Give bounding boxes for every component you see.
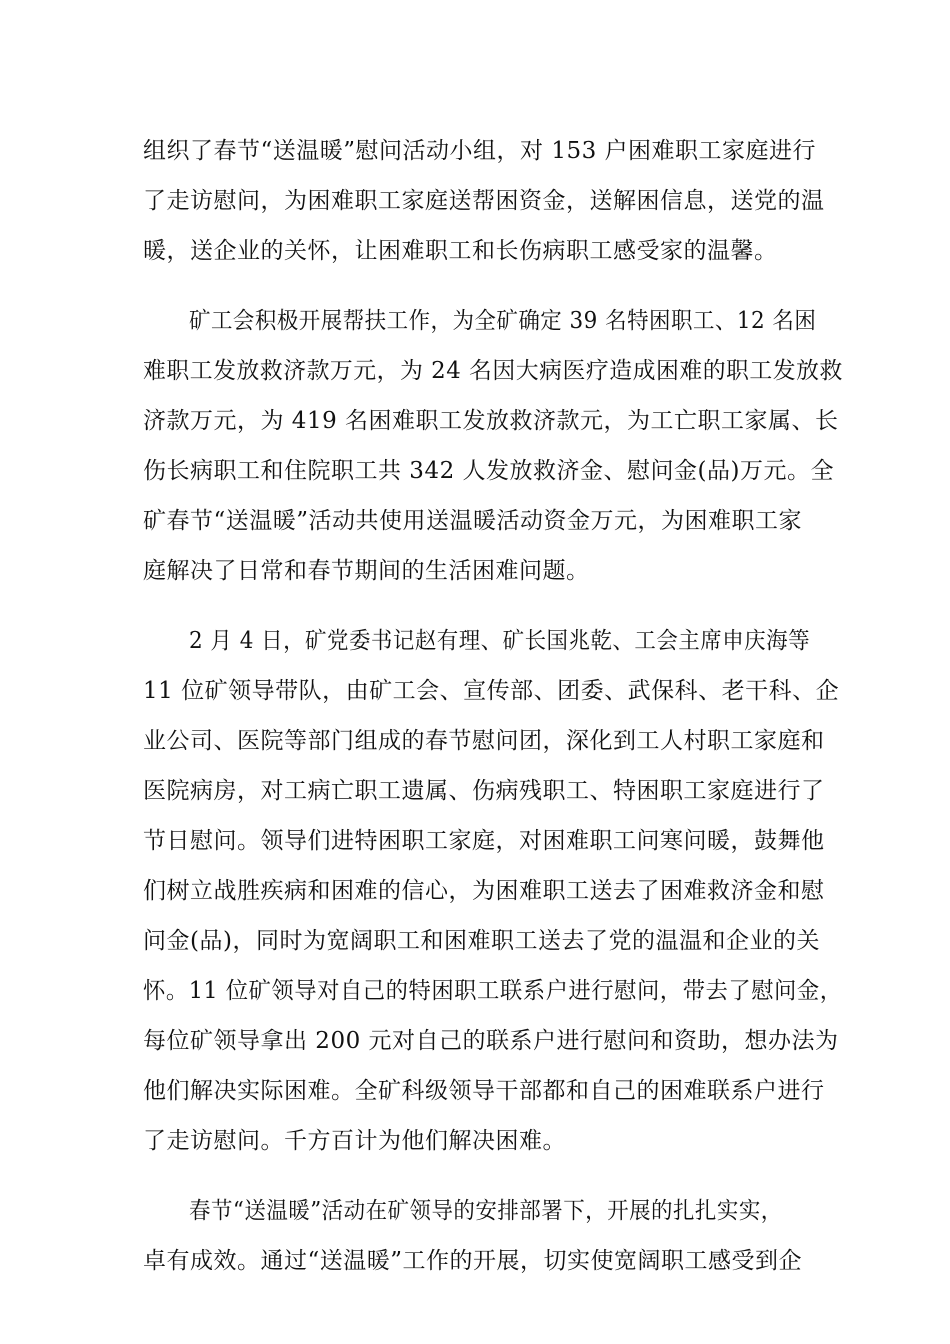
text-line: 节日慰问。领导们进特困职工家庭，对困难职工问寒问暖，鼓舞他 <box>143 828 825 854</box>
text-line: 难职工发放救济款万元，为 24 名因大病医疗造成困难的职工发放救 <box>143 358 843 384</box>
text-line: 暖，送企业的关怀，让困难职工和长伤病职工感受家的温馨。 <box>143 238 778 264</box>
text-line: 矿春节“送温暖”活动共使用送温暖活动资金万元，为困难职工家 <box>143 508 803 534</box>
text-line: 每位矿领导拿出 200 元对自己的联系户进行慰问和资助，想办法为 <box>143 1028 839 1054</box>
paragraph-first-line: 春节“送温暖”活动在矿领导的安排部署下，开展的扎扎实实， <box>189 1198 783 1224</box>
text-line: 他们解决实际困难。全矿科级领导干部都和自己的困难联系户进行 <box>143 1078 825 1104</box>
text-line: 业公司、医院等部门组成的春节慰问团，深化到工人村职工家庭和 <box>143 728 825 754</box>
text-line: 怀。11 位矿领导对自己的特困职工联系户进行慰问，带去了慰问金， <box>143 978 843 1004</box>
text-line: 卓有成效。通过“送温暖”工作的开展，切实使宽阔职工感受到企 <box>143 1248 803 1274</box>
text-line: 了走访慰问，为困难职工家庭送帮困资金，送解困信息，送党的温 <box>143 188 825 214</box>
text-line: 11 位矿领导带队，由矿工会、宣传部、团委、武保科、老干科、企 <box>143 678 840 704</box>
text-line: 问金(品)，同时为宽阔职工和困难职工送去了党的温温和企业的关 <box>143 928 820 954</box>
text-line: 医院病房，对工病亡职工遗属、伤病残职工、特困职工家庭进行了 <box>143 778 825 804</box>
text-line: 们树立战胜疾病和困难的信心，为困难职工送去了困难救济金和慰 <box>143 878 825 904</box>
text-line: 伤长病职工和住院职工共 342 人发放救济金、慰问金(品)万元。全 <box>143 458 834 484</box>
paragraph-first-line: 矿工会积极开展帮扶工作，为全矿确定 39 名特困职工、12 名困 <box>189 308 817 334</box>
text-line: 济款万元，为 419 名困难职工发放救济款元，为工亡职工家属、长 <box>143 408 839 434</box>
text-line: 组织了春节“送温暖”慰问活动小组，对 153 户困难职工家庭进行 <box>143 138 817 164</box>
paragraph-first-line: 2 月 4 日，矿党委书记赵有理、矿长国兆乾、工会主席申庆海等 <box>189 628 811 654</box>
text-line: 了走访慰问。千方百计为他们解决困难。 <box>143 1128 566 1154</box>
text-line: 庭解决了日常和春节期间的生活困难问题。 <box>143 558 590 584</box>
